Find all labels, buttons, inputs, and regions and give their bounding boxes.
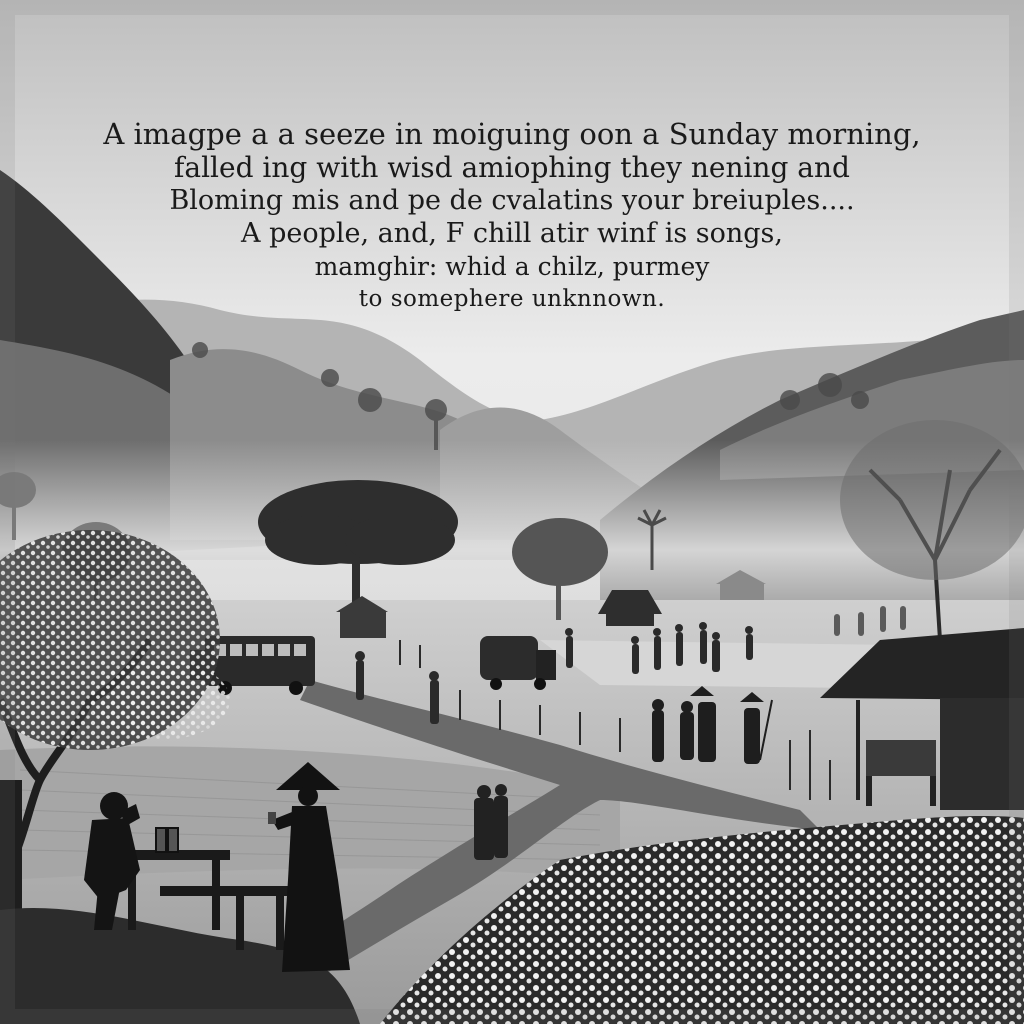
poem-line-1: A imagpe a a seeze in moiguing oon a Sunday morning,: [103, 117, 921, 151]
poem-line-2: falled ing with wisd amiophing they nening and: [174, 151, 850, 184]
drink-glasses: [156, 828, 178, 852]
poem-line-3: Bloming mis and pe de cvalatins your breiuples....: [169, 185, 855, 216]
poem-line-6: to somephere unknnown.: [358, 286, 666, 312]
right-tree-canopy: [840, 420, 1024, 580]
poem-caption: [0, 118, 1024, 316]
poem-line-5: mamghir: whid a chilz, purmey: [314, 252, 710, 281]
poem-line-4: A people, and, F chill atir winf is songs,: [241, 218, 783, 249]
woman-cup: [268, 812, 276, 824]
